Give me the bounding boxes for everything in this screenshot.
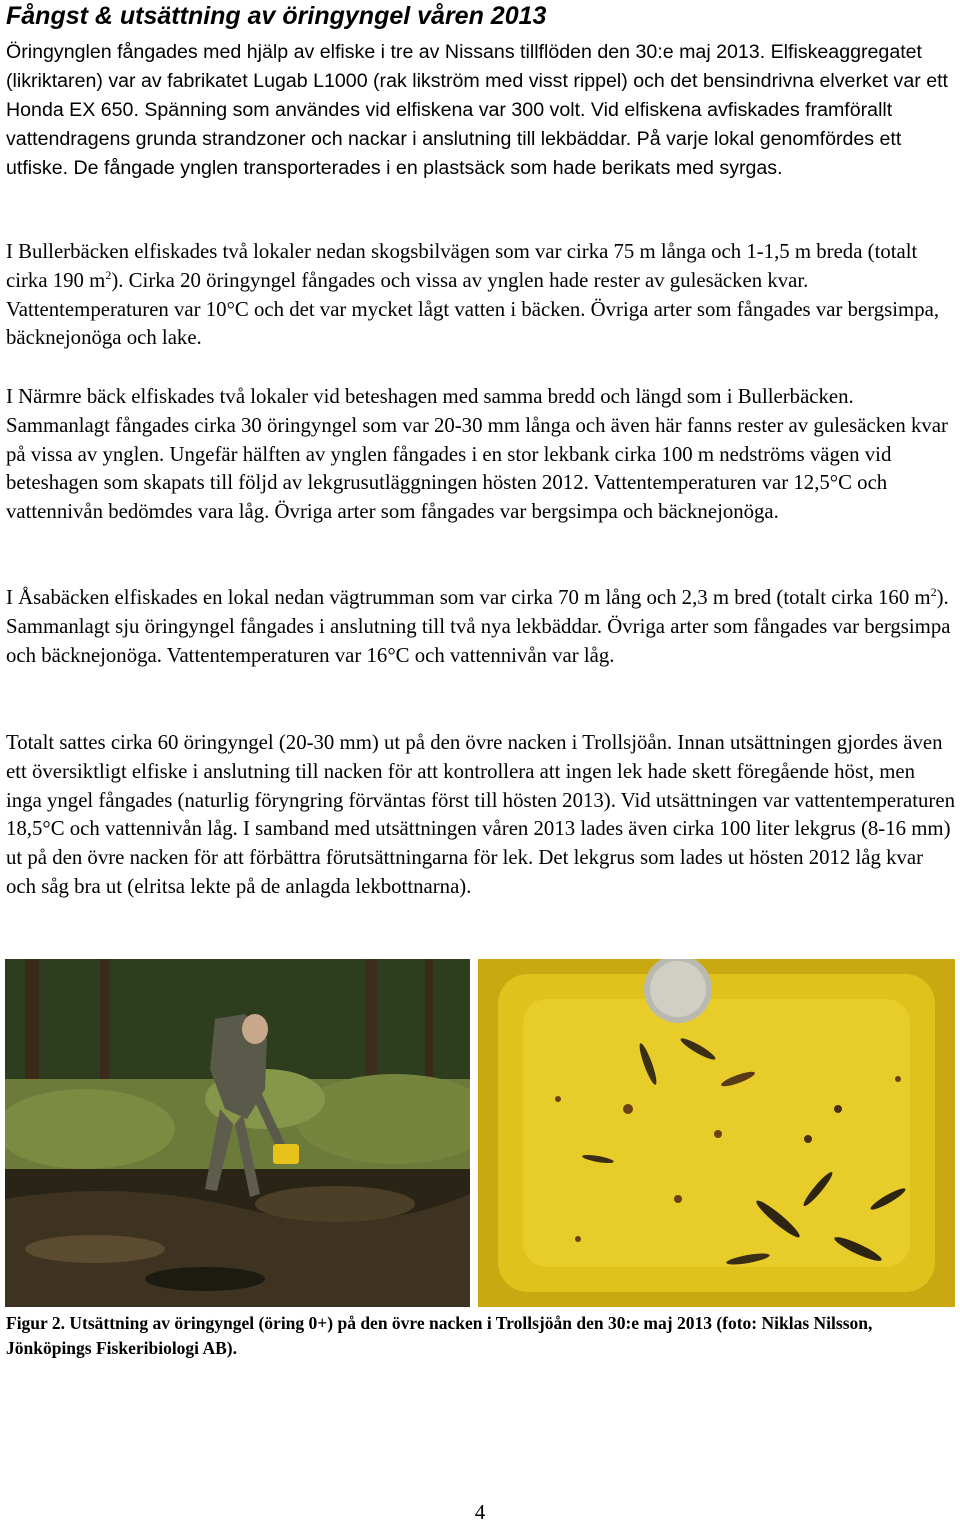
paragraph-narmre-back: I Närmre bäck elfiskades två lokaler vid beteshagen med samma bredd och längd som i Bullerbäcken. Sammanlagt fångades cirka 30 öringyngel som var 20-30 mm långa och även här fanns rester av gulesäcken kvar på vissa av ynglen. Ungefär hälften av ynglen fångades i en stor lekbank cirka 100 m nedströms vägen vid beteshagen som skapats till följd av lekgrusutläggningen hösten 2012. Vattentemperaturen var 12,5°C och vattennivån bedömdes vara låg. Övriga arter som fångades var bergsimpa och bäcknejonöga. bbox=[6, 385, 948, 524]
paragraph-asabacken bbox=[6, 584, 956, 670]
intro-paragraph: Öringynglen fångades med hjälp av elfiske i tre av Nissans tillflöden den 30:e maj 2013. Elfiskeaggregatet (likriktaren) var av fabrikatet Lugab L1000 (rak likström med visst rippel) och det bensindrivna elverket var ett Honda EX 650. Spänning som användes vid elfiskena var 300 volt. Vid elfiskena avfiskades framförallt vattendragens grunda strandzoner och nackar i anslutning till lekbäddar. På varje lokal genomfördes ett utfiske. De fångade ynglen transporterades i en plastsäck som hade berikats med syrgas. bbox=[6, 41, 948, 179]
superscript: 2 bbox=[105, 267, 112, 282]
page-number: 4 bbox=[474, 1500, 486, 1524]
paragraph-text: I Åsabäcken elfiskades en lokal nedan vägtrumman som var cirka 70 m lång och 2,3 m bred (totalt cirka 160 m bbox=[6, 586, 931, 609]
paragraph-text: ). Sammanlagt sju öringyngel fångades i anslutning till två nya lekbäddar. Övriga arter som fångades var bergsimpa och bäcknejonöga. Vattentemperaturen var 16°C och vattennivån var låg. bbox=[6, 586, 951, 667]
paragraph-text: ). Cirka 20 öringyngel fångades och vissa av ynglen hade rester av gulesäcken kvar. Vattentemperaturen var 10°C och det var mycket lågt vatten i bäcken. Övriga arter som fångades var bergsimpa, bäcknejonöga och lake. bbox=[6, 268, 940, 350]
figure-caption: Figur 2. Utsättning av öringyngel (öring 0+) på den övre nacken i Trollsjöån den 30:e maj 2013 (foto: Niklas Nilsson, Jönköpings Fiskeribiologi AB). bbox=[6, 1313, 873, 1358]
paragraph-text: I Bullerbäcken elfiskades två lokaler nedan skogsbilvägen som var cirka 75 m långa och 1-1,5 m breda (totalt cirka 190 m bbox=[6, 240, 918, 292]
superscript: 2 bbox=[930, 585, 937, 600]
photo-fry-in-container bbox=[478, 959, 955, 1307]
paragraph-bullerbacken bbox=[6, 238, 956, 353]
page-title: Fångst & utsättning av öringyngel våren 2013 bbox=[6, 2, 547, 30]
photo-stream-release bbox=[5, 959, 470, 1307]
paragraph-totalt: Totalt sattes cirka 60 öringyngel (20-30 mm) ut på den övre nacken i Trollsjöån. Innan utsättningen gjordes även ett översiktligt elfiske i anslutning till nacken för att kontrollera att ingen lek hade skett föregående höst, men inga yngel fångades (naturlig föryngring förväntas först till hösten 2013). Vid utsättningen var vattentemperaturen 18,5°C och vattennivån låg. I samband med utsättningen våren 2013 lades även cirka 100 liter lekgrus (8-16 mm) ut på den övre nacken för att förbättra förutsättningarna för lek. Det lekgrus som lades ut hösten 2012 låg kvar och såg bra ut (elritsa lekte på de anlagda lekbottnarna). bbox=[6, 731, 955, 898]
